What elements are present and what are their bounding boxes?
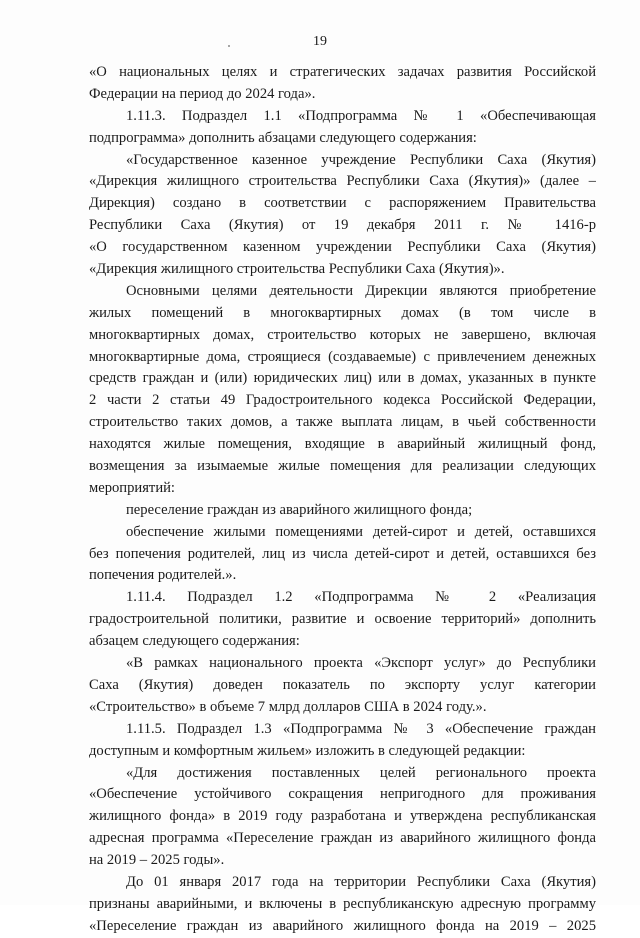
scan-speck [228,45,230,47]
text-line: «Строительство» в объеме 7 млрд долларов США в 2024 году.». [89,698,487,715]
text-line: До 01 января 2017 года на территории Республики Саха (Якутия) [126,873,596,890]
text-line: Основными целями деятельности Дирекции являются приобретение [126,282,596,299]
text-line: обеспечение жилыми помещениями детей-сирот и детей, оставшихся [126,523,596,540]
text-line: Дирекция) создано в соответствии с распоряжением Правительства [89,195,596,212]
text-line: Саха (Якутия) доведен показатель по экспорту услуг категории [89,676,596,693]
text-line: адресная программа «Переселение граждан из аварийного жилищного фонда [89,830,596,847]
text-line: подпрограмма» дополнить абзацами следующего содержания: [89,129,477,146]
text-line: Республики Саха (Якутия) от 19 декабря 2011 г. № 1416-р [89,217,596,234]
text-line: жилых помещений в многоквартирных домах (в том числе в [89,304,596,321]
text-line: градостроительной политики, развитие и освоение территорий» дополнить [89,611,596,628]
text-line: «Обеспечение устойчивого сокращения непригодного для проживания [89,786,596,803]
text-line: признаны аварийными, и включены в республиканскую адресную программу [89,895,596,912]
text-line: многоквартирные дома, строящиеся (создаваемые) с привлечением денежных [89,348,596,365]
text-line: переселение граждан из аварийного жилищного фонда; [126,501,473,518]
text-line: многоквартирных домах, строительство которых не завершено, включая [89,326,596,343]
text-line: «О государственном казенном учреждении Республики Саха (Якутия) [89,239,596,256]
text-line: на 2019 – 2025 годы». [89,852,225,869]
text-line: «Для достижения поставленных целей регионального проекта [126,764,596,781]
text-line: «Переселение граждан из аварийного жилищного фонда на 2019 – 2025 [89,917,596,934]
text-line: жилищного фонда» в 2019 году разработана и утверждена республиканская [89,808,596,825]
text-line: средств граждан и (или) юридических лиц) или в домах, указанных в пункте [89,370,596,387]
page-number: 19 [313,34,327,49]
text-line: 2 части 2 статьи 49 Градостроительного кодекса Российской Федерации, [89,392,596,409]
text-line: «Дирекция жилищного строительства Республики Саха (Якутия)». [89,261,505,278]
text-line: находятся жилые помещения, входящие в аварийный жилищный фонд, [89,436,596,453]
text-line: «Дирекция жилищного строительства Республики Саха (Якутия)» (далее – [89,173,596,190]
text-line: доступным и комфортным жильем» изложить в следующей редакции: [89,742,526,759]
document-body [89,62,596,938]
text-line: 1.11.4. Подраздел 1.2 «Подпрограмма № 2 «Реализация [126,589,596,606]
text-line: строительство таких домов, а также выплата лицам, в чьей собственности [89,414,596,431]
text-line: «О национальных целях и стратегических задачах развития Российской [89,64,596,80]
text-line: абзацем следующего содержания: [89,633,300,650]
text-line: без попечения родителей, лиц из числа детей-сирот и детей, оставшихся без [89,545,596,562]
text-line: «В рамках национального проекта «Экспорт услуг» до Республики [126,655,596,672]
text-line: Федерации на период до 2024 года». [89,85,316,102]
text-line: попечения родителей.». [89,567,237,584]
text-line: 1.11.3. Подраздел 1.1 «Подпрограмма № 1 «Обеспечивающая [126,107,596,124]
text-line: мероприятий: [89,479,175,496]
text-line: возмещения за изымаемые жилые помещения для реализации следующих [89,458,596,475]
text-line: 1.11.5. Подраздел 1.3 «Подпрограмма № 3 «Обеспечение граждан [126,720,596,737]
text-line: «Государственное казенное учреждение Республики Саха (Якутия) [126,151,596,168]
